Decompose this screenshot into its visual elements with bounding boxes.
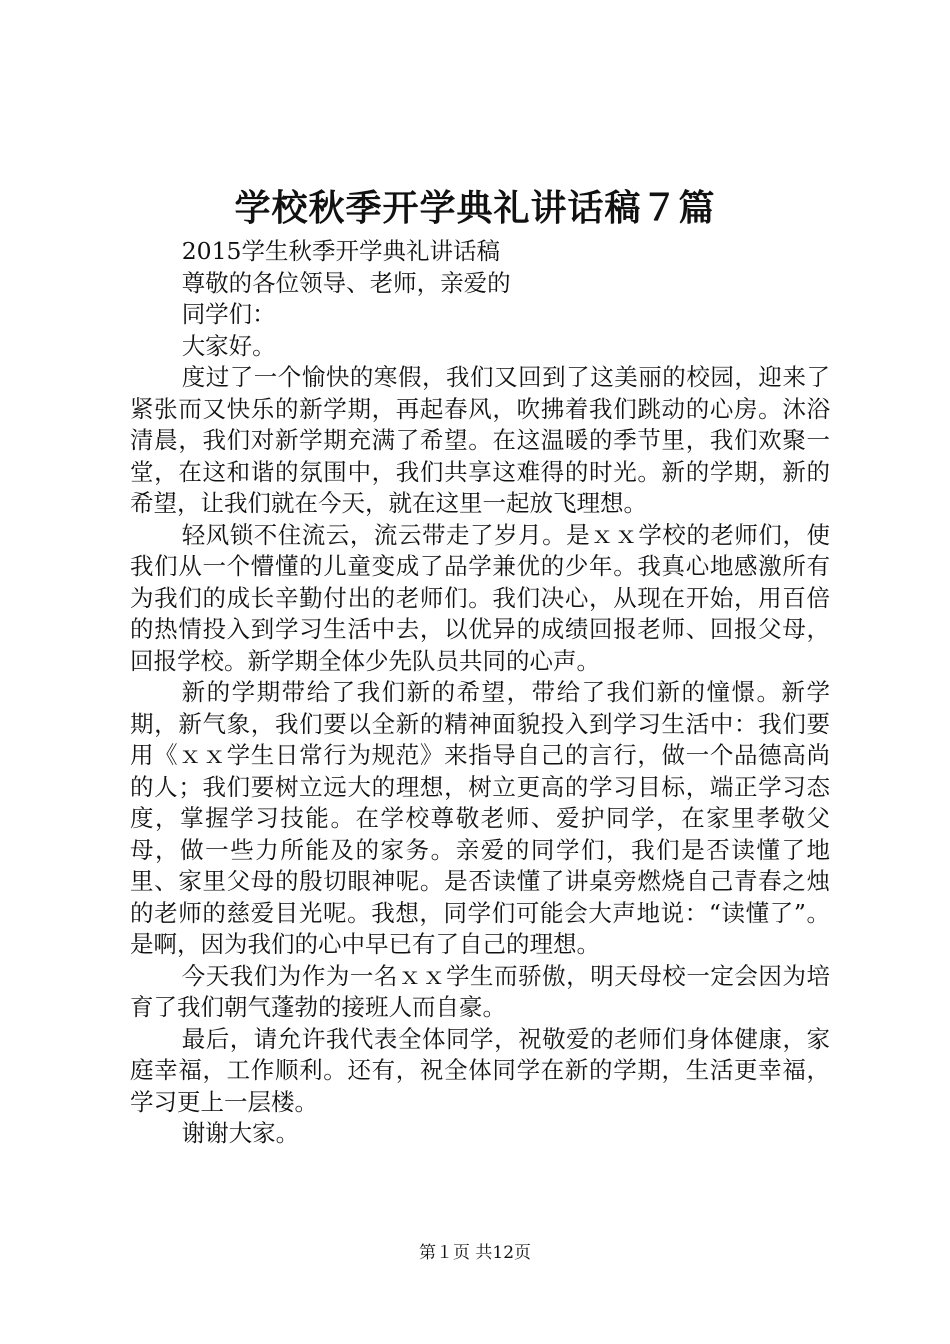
page-footer [0,1242,950,1264]
salutation-line-1: 尊敬的各位领导、老师，亲爱的 [181,268,511,297]
body-paragraph: 最后，请允许我代表全体同学，祝敬爱的老师们身体健康，家庭幸福，工作顺利。还有，祝全体同学在新的学期，生活更幸福，学习更上一层楼。 [130,1024,830,1116]
subtitle-paragraph: 2015学生秋季开学典礼讲话稿 [181,237,500,265]
page-number: 第１页 [418,1243,470,1263]
closing-paragraph: 谢谢大家。 [181,1119,300,1147]
document-body [130,236,830,1150]
document-title: 学校秋季开学典礼讲话稿７篇 [234,187,716,229]
body-paragraph: 今天我们为作为一名ｘｘ学生而骄傲，明天母校一定会因为培育了我们朝气蓬勃的接班人而自豪。 [130,961,830,1021]
body-paragraph: 轻风锁不住流云，流云带走了岁月。是ｘｘ学校的老师们，使我们从一个懵懂的儿童变成了品学兼优的少年。我真心地感激所有为我们的成长辛勤付出的老师们。我们决心，从现在开始，用百倍的热情投入到学习生活中去，以优异的成绩回报老师、回报父母，回报学校。新学期全体少先队员共同的心声。 [130,520,830,675]
greeting-paragraph: 大家好。 [181,331,276,360]
page-total: 共12页 [475,1243,532,1263]
body-paragraph: 度过了一个愉快的寒假，我们又回到了这美丽的校园，迎来了紧张而又快乐的新学期，再起春风，吹拂着我们跳动的心房。沐浴清晨，我们对新学期充满了希望。在这温暖的季节里，我们欢聚一堂，在这和谐的氛围中，我们共享这难得的时光。新的学期，新的希望，让我们就在今天，就在这里一起放飞理想。 [130,363,830,517]
salutation-line-2: 同学们： [181,300,276,328]
body-paragraph: 新的学期带给了我们新的希望，带给了我们新的憧憬。新学期，新气象，我们要以全新的精神面貌投入到学习生活中：我们要用《ｘｘ学生日常行为规范》来指导自己的言行，做一个品德高尚的人；我们要树立远大的理想，树立更高的学习目标，端正学习态度，掌握学习技能。在学校尊敬老师、爱护同学，在家里孝敬父母，做一些力所能及的家务。亲爱的同学们，我们是否读懂了地里、家里父母的殷切眼神呢。是否读懂了讲桌旁燃烧自己青春之烛的老师的慈爱目光呢。我想，同学们可能会大声地说：“读懂了”。是啊，因为我们的心中早已有了自己的理想。 [130,678,830,958]
